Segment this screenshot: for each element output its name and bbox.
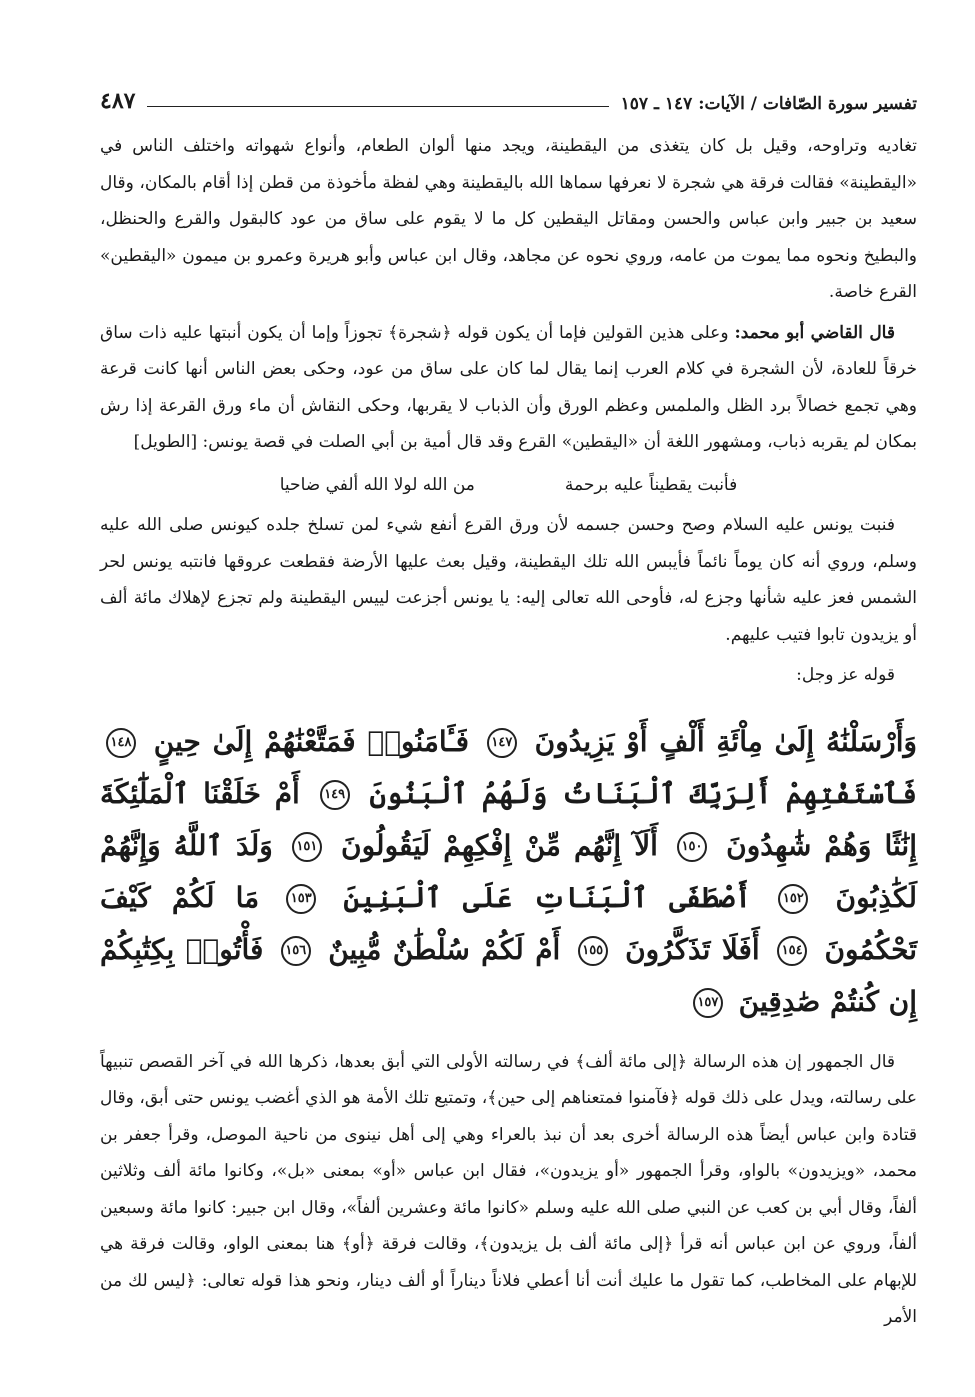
- paragraph-2: [100, 315, 917, 461]
- ayah-number-marker: ١٤٩: [320, 780, 350, 810]
- quran-ayah-text: أَصْطَفَى ٱلْبَنَاتِ عَلَى ٱلْبَنِينَ: [322, 880, 752, 914]
- paragraph-3: فنبت يونس عليه السلام وصح وحسن جسمه لأن ورق القرع أنفع شيء لمن تسلخ جلده كيونس صلى الله عليه وسلم، وروي أنه كان يوماً نائماً فأيبس الله تلك اليقطينة، وقيل بعث عليها الأرضة فقطعت عروقها فانتبه يونس لحر الشمس فعز عليه شأنها وجزع له، فأوحى الله تعالى إليه: يا يونس أجزعت لييس اليقطينة ولم تجزع لإهلاك مائة ألف أو يزيدون تابوا فتيب عليهم.: [100, 515, 917, 645]
- paragraph-4: قوله عز وجل:: [796, 665, 895, 685]
- quran-ayah-text: أَفَلَا تَذَكَّرُونَ: [613, 932, 760, 966]
- quran-ayah-text: فَأْتُوا۟ بِكِتَٰبِكُمْ إِن كُنتُمْ صَٰدِقِينَ: [100, 932, 917, 1018]
- paragraph-2-text: وعلى هذين القولين فإما أن يكون قوله ﴿شجرة﴾ تجوزاً وإما أن يكون أنبتها عليه ذات ساق خرقاً للعادة، لأن الشجرة في كلام العرب إنما يقال لما كان على ساق من عود، وحكى بعض الناس أنها كانت قرعة وهي تجمع خصالاً برد الظل والملمس وعظم الورق وأن الذباب لا يقربها، وحكى النقاش أن ماء ورق القرعة إذا رش بمكان لم يقربه ذباب، ومشهور اللغة أن «اليقطين» القرع وقد قال أمية بن أبي الصلت في قصة يونس: [الطويل]: [100, 322, 917, 452]
- ayah-number-marker: ١٥٧: [693, 988, 723, 1018]
- ayah-number-marker: ١٥٣: [286, 884, 316, 914]
- quran-ayah-text: وَأَرْسَلْنَٰهُ إِلَىٰ مِاْئَةِ أَلْفٍ أَوْ يَزِيدُونَ: [522, 724, 917, 758]
- quran-ayah-text: مَا لَكُمْ كَيْفَ تَحْكُمُونَ: [100, 880, 918, 966]
- running-header: [100, 80, 917, 114]
- running-title: تفسير سورة الصّافات / الآيات: ١٤٧ ـ ١٥٧: [620, 94, 917, 114]
- quran-ayah-text: أَمْ خَلَقْنَا ٱلْمَلَٰٓئِكَةَ إِنَٰثًا وَهُمْ شَٰهِدُونَ: [100, 776, 917, 862]
- ayah-number-marker: ١٥١: [292, 832, 322, 862]
- poetry-verse: [100, 467, 917, 504]
- ayah-number-marker: ١٤٧: [487, 728, 517, 758]
- ayah-number-marker: ١٥٠: [677, 832, 707, 862]
- quran-ayah-text: أَمْ لَكُمْ سُلْطَٰنٌ مُّبِينٌ: [316, 932, 561, 966]
- paragraph-1: تغاديه وتراوحه، وقيل بل كان يتغذى من اليقطينة، ويجد منها ألوان الطعام، وأنواع شهواته واختلف الناس في «اليقطينة» فقالت فرقة هي شجرة لا نعرفها سماها الله باليقطينة وهي لفظة مأخوذة من قطن إذا أقام بالمكان، وقال سعيد بن جبير وابن عباس والحسن ومقاتل اليقطين كل ما لا يقوم على ساق من عود كالبقول والقرع والحنظل، والبطيخ ونحوه مما يموت من عامه، وروي نحوه عن مجاهد، وقال ابن عباس وأبو هريرة وعمرو بن ميمون «اليقطين» القرع خاصة.: [100, 136, 917, 302]
- ayah-number-marker: ١٥٦: [281, 936, 311, 966]
- page-number: ٤٨٧: [100, 88, 136, 114]
- quran-verses: [100, 716, 917, 1028]
- ayah-number-marker: ١٥٥: [578, 936, 608, 966]
- page-body: [100, 128, 917, 1336]
- quran-ayah-text: أَلَآ إِنَّهُم مِّنْ إِفْكِهِمْ لَيَقُولُونَ: [327, 828, 658, 862]
- paragraph-2-label: قال القاضي أبو محمد:: [734, 322, 895, 343]
- quran-ayah-text: وَلَدَ ٱللَّهُ وَإِنَّهُمْ لَكَٰذِبُونَ: [100, 828, 918, 914]
- quran-ayah-text: فَٱسْتَفْتِهِمْ أَلِرَبِّكَ ٱلْبَنَاتُ وَلَهُمُ ٱلْبَنُونَ: [355, 776, 918, 810]
- quran-ayah-text: فَـَٔامَنُوا۟ فَمَتَّعْنَٰهُمْ إِلَىٰ حِينٍ: [142, 724, 470, 758]
- verse-second-hemistich: من الله لولا الله ألفي ضاحيا: [279, 474, 475, 495]
- ayah-number-marker: ١٥٤: [777, 936, 807, 966]
- header-rule: [147, 106, 608, 107]
- ayah-number-marker: ١٥٢: [778, 884, 808, 914]
- ayah-number-marker: ١٤٨: [106, 728, 136, 758]
- verse-first-hemistich: فأنبت يقطيناً عليه برحمة: [564, 474, 738, 495]
- paragraph-5: قال الجمهور إن هذه الرسالة ﴿إلى مائة ألف﴾ في رسالته الأولى التي أبق بعدها، ذكرها الله في آخر القصص تنبيهاً على رسالته، ويدل على ذلك قوله ﴿فآمنوا فمتعناهم إلى حين﴾، وتمتيع تلك الأمة هو الذي أغضب يونس حتى أبق، وقال قتادة وابن عباس أيضاً هذه الرسالة أخرى بعد أن نبذ بالعراء وهي إلى أهل نينوى من ناحية الموصل، وقرأ جعفر بن محمد، «ويزيدون» بالواو، وقرأ الجمهور «أو يزيدون»، فقال ابن عباس «أو» بمعنى «بل»، وكانوا مائة ألف وثلاثين ألفاً، وقال أبي بن كعب عن النبي صلى الله عليه وسلم «كانوا مائة وعشرين ألفاً»، وقال ابن جبير: كانوا مائة وسبعين ألفاً، وروي عن ابن عباس أنه قرأ ﴿إلى مائة ألف بل يزيدون﴾، وقالت فرقة ﴿أو﴾ هنا بمعنى الواو، وقالت فرقة هي للإبهام على المخاطب، كما تقول ما عليك أنت أنا أعطي فلاناً ديناراً أو ألف دينار، ونحو هذا قوله تعالى: ﴿ليس لك من الأمر: [100, 1051, 917, 1327]
